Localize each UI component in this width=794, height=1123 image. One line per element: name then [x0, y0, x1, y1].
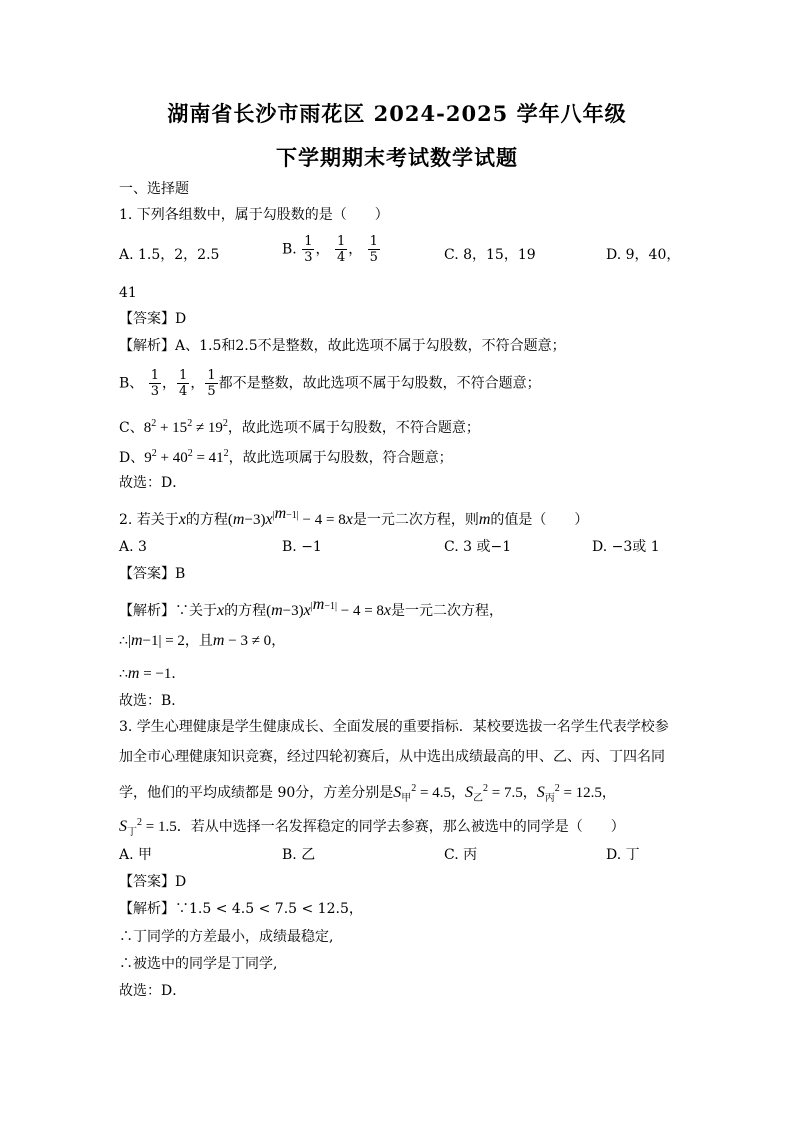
- q1-analysis-a: 【解析】A、1.5和2.5不是整数，故此选项不属于勾股数，不符合题意；: [119, 338, 566, 354]
- page-title-line1: 湖南省长沙市雨花区 2024-2025 学年八年级: [167, 101, 627, 126]
- q1-option-c: C. 8，15，19: [444, 247, 536, 263]
- q1-option-a: A. 1.5，2，2.5: [119, 247, 220, 263]
- page-title-line2: 下学期期末考试数学试题: [276, 145, 518, 170]
- q2-conclusion: 故选：B．: [119, 693, 186, 709]
- formula-d: $9^2 + 40^2 = 41^2$: [144, 448, 229, 466]
- section-heading: 一、选择题: [119, 181, 189, 197]
- q2-option-a: A. 3: [119, 539, 147, 555]
- q1-option-d: D. 9，40，: [606, 247, 681, 263]
- q3-analysis-3: ∴被选中的同学是丁同学,: [119, 956, 278, 972]
- q1-analysis-b: B、 $\frac{1}{3}$ ， $\frac{1}{4}$ ， $\frac{1}{5}$ 都不是整数，故此选项不属于勾股数，不符合题意；: [119, 368, 541, 399]
- q3-line1: 3. 学生心理健康是学生健康成长、全面发展的重要指标．某校要选拔一名学生代表学校参: [119, 719, 669, 735]
- q2-option-b: B. −1: [282, 539, 322, 555]
- q3-option-b: B. 乙: [282, 847, 316, 863]
- q3-option-d: D. 丁: [606, 847, 640, 863]
- q2-analysis-2: ∴|m−1| = 2，且m − 3 ≠ 0，: [119, 632, 286, 649]
- q2-analysis-1: 【解析】∵关于x的方程$(m-3)x^{|m-1|} - 4 = 8x$是一元二次方程，: [119, 596, 504, 619]
- q1-conclusion: 故选：D．: [119, 475, 187, 491]
- q3-line2: 加全市心理健康知识竞赛，经过四轮初赛后，从中选出成绩最高的甲、乙、丙、丁四名同: [119, 749, 665, 765]
- equation: $(m-3)x^{|m-1|} - 4 = 8x$: [227, 505, 353, 528]
- fraction-one-third: $\frac{1}{3}$: [304, 234, 313, 265]
- q1-stem: 1. 下列各组数中，属于勾股数的是（ ）: [119, 207, 389, 223]
- q3-line3: 学，他们的平均成绩都是 90分，方差分别是$S_甲^2 = 4.5$，$S_乙^2 = 7.5$，$S_丙^2 = 12.5$，: [119, 783, 616, 804]
- q3-line4: $S_丁^2 = 1.5$．若从中选择一名发挥稳定的同学去参赛，那么被选中的同学是（ ）: [119, 817, 625, 838]
- q3-analysis-1: 【解析】∵1.5 < 4.5 < 7.5 < 12.5，: [119, 901, 363, 917]
- q1-answer: 【答案】D: [119, 311, 187, 327]
- q2-analysis-3: ∴m = −1．: [119, 665, 186, 682]
- analysis-label: 【解析】: [119, 338, 175, 354]
- q1-option-b: B. $\frac{1}{3}$ ， $\frac{1}{4}$ ， $\frac{1}{5}$: [282, 234, 378, 265]
- q1-option-d-continued: 41: [119, 285, 137, 301]
- q3-analysis-2: ∴丁同学的方差最小，成绩最稳定,: [119, 929, 334, 945]
- fraction-one-fourth: $\frac{1}{4}$: [336, 234, 346, 265]
- fraction-one-fifth: $\frac{1}{5}$: [369, 234, 378, 265]
- q1-option-b-label: B.: [282, 241, 297, 258]
- q2-stem: 2. 若关于x的方程$(m-3)x^{|m-1|} - 4 = 8x$是一元二次方程，则m的值是（ ）: [119, 505, 589, 528]
- q3-option-c: C. 丙: [444, 847, 478, 863]
- q2-option-c: C. 3 或−1: [444, 539, 512, 555]
- q3-answer: 【答案】D: [119, 874, 187, 890]
- formula-c: $8^2 + 15^2 \ne 19^2$: [143, 418, 228, 436]
- q3-conclusion: 故选：D．: [119, 983, 187, 999]
- q2-option-d: D. −3或 1: [592, 539, 660, 555]
- q1-analysis-d: D、$9^2 + 40^2 = 41^2$，故此选项属于勾股数，符合题意；: [119, 448, 453, 466]
- q1-analysis-c: C、$8^2 + 15^2 \ne 19^2$，故此选项不属于勾股数，不符合题意；: [119, 418, 480, 436]
- q3-option-a: A. 甲: [119, 847, 153, 863]
- q2-answer: 【答案】B: [119, 566, 186, 582]
